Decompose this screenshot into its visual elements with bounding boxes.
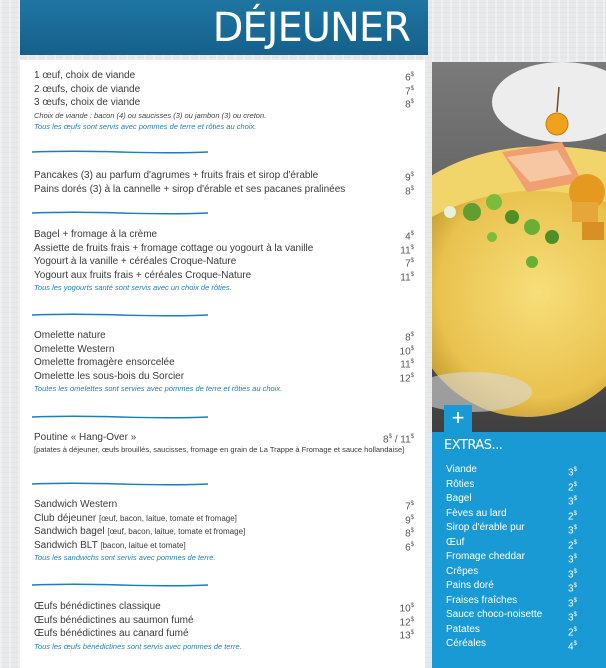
section-light	[34, 228, 414, 293]
section-note: Tous les sandwichs sont servis avec pommes de terre.	[34, 553, 216, 562]
menu-item: Œufs bénédictines au canard fumé 13$	[34, 628, 414, 642]
menu-item: Omelette Western 10$	[34, 343, 414, 357]
extra-item: Patates 2$	[446, 623, 577, 638]
menu-item: 2 œufs, choix de viande 7$	[34, 83, 414, 97]
menu-item: 1 œuf, choix de viande 6$	[34, 70, 414, 84]
section-note: Tous les yogourts santé sont servis avec un choix de rôties.	[34, 283, 232, 292]
menu-item: Pains dorés (3) à la cannelle + sirop d'érable et ses pacanes pralinées 8$	[34, 183, 414, 197]
extras-list	[446, 463, 596, 652]
extra-item: Céréales 4$	[446, 638, 577, 653]
extra-item: Pains doré 3$	[446, 580, 577, 595]
divider	[30, 415, 210, 418]
menu-item: Omelette fromagère ensorcelée 11$	[34, 357, 414, 371]
section-note: Tous les œufs bénédictines sont servis avec pommes de terre.	[34, 641, 242, 651]
menu-item: Pancakes (3) au parfum d'agrumes + fruits frais et sirop d'érable 9$	[34, 170, 414, 184]
divider	[30, 482, 210, 485]
divider	[30, 583, 210, 586]
extra-item: Œuf 2$	[446, 536, 577, 551]
menu-title: DÉJEUNER	[212, 5, 410, 51]
menu-header	[20, 0, 428, 55]
menu-item: Omelette les sous-bois du Sorcier 12$	[34, 370, 414, 384]
menu-item: Yogourt aux fruits frais + céréales Croque-Nature 11$	[34, 269, 414, 283]
menu-item: Sandwich BLT [bacon, laitue et tomate] 6$	[34, 539, 414, 553]
menu-item: Sandwich Western 7$	[34, 499, 414, 513]
section-benedict	[34, 600, 414, 652]
divider	[30, 150, 210, 153]
extras-title: EXTRAS...	[444, 438, 503, 453]
section-eggs	[34, 69, 414, 132]
omelette-photo	[432, 62, 606, 432]
section-note: Toutes les omelettes sont servies avec pommes de terre et rôties au choix.	[34, 384, 283, 393]
menu-item: Œufs bénédictines classique 10$	[34, 601, 414, 615]
menu-item: Sandwich bagel [œuf, bacon, laitue, tomate et fromage] 8$	[34, 526, 414, 540]
menu-item: 3 œufs, choix de viande 8$	[34, 97, 414, 111]
menu-item: Omelette nature 8$	[34, 330, 414, 344]
menu-item: Bagel + fromage à la crème 4$	[34, 229, 414, 243]
menu-item: Club déjeuner [œuf, bacon, laitue, tomate et fromage] 9$	[34, 512, 414, 526]
extra-item: Rôties 2$	[446, 478, 577, 493]
divider	[30, 313, 210, 316]
extra-item: Fèves au lard 2$	[446, 507, 577, 522]
menu-card	[20, 60, 425, 668]
section-omelettes	[34, 329, 414, 394]
menu-item: Yogourt à la vanille + céréales Croque-Nature 7$	[34, 256, 414, 270]
extra-item: Fromage cheddar 3$	[446, 551, 577, 566]
meat-choice-note: Choix de viande : bacon (4) ou saucisses (3) ou jambon (3) ou creton.	[34, 110, 267, 120]
item-description: [patates à déjeuner, œufs brouillés, saucisses, fromage en grain de La Trappe à Fromage et sauce hollandaise]	[34, 444, 405, 454]
menu-item: Poutine « Hang-Over » 8$ / 11$	[34, 432, 414, 446]
plus-icon: +	[444, 405, 472, 433]
divider	[30, 211, 210, 214]
extra-item: Sauce choco-noisette 3$	[446, 609, 577, 624]
extra-item: Viande 3$	[446, 464, 577, 479]
extras-panel	[432, 432, 606, 668]
menu-item: Œufs bénédictines au saumon fumé 12$	[34, 614, 414, 628]
section-pancakes	[34, 169, 414, 196]
section-note: Tous les œufs sont servis avec pommes de terre et rôties au choix.	[34, 121, 257, 131]
extra-item: Fraises fraîches 3$	[446, 594, 577, 609]
extra-item: Bagel 3$	[446, 493, 577, 508]
extra-item: Sirop d'érable pur 3$	[446, 522, 577, 537]
extra-item: Crêpes 3$	[446, 565, 577, 580]
section-poutine	[34, 431, 414, 455]
section-sandwiches	[34, 498, 414, 563]
menu-item: Assiette de fruits frais + fromage cottage ou yogourt à la vanille 11$	[34, 242, 414, 256]
